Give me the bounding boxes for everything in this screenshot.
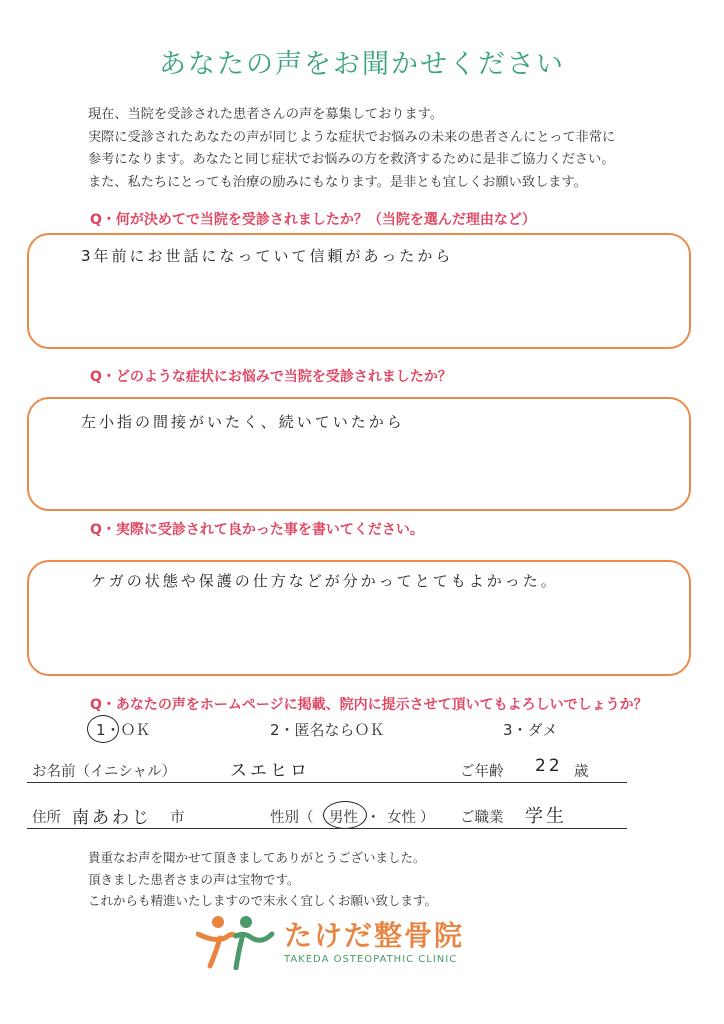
address-underline xyxy=(27,828,627,829)
outro-text xyxy=(88,847,437,912)
answer-box-2[interactable] xyxy=(27,397,691,511)
intro-line: また、私たちにとっても治療の励みにもなります。是非とも宜しくお願い致します。 xyxy=(88,174,587,190)
name-value[interactable]: スエヒロ xyxy=(230,761,310,781)
consent-option-ok[interactable]: 1・ＯＫ xyxy=(96,721,151,739)
outro-line: 貴重なお声を聞かせて頂きましてありがとうございました。 xyxy=(88,850,426,865)
intro-line: 現在、当院を受診された患者さんの声を募集しております。 xyxy=(88,107,444,122)
answer-box-3[interactable] xyxy=(27,560,691,676)
question-3: Q・実際に受診されて良かった事を書いてください。 xyxy=(90,522,424,538)
address-value[interactable]: 南あわじ xyxy=(72,808,152,828)
intro-line: 参考になります。あなたと同じ症状でお悩みの方を救済するために是非ご協力ください。 xyxy=(88,152,615,167)
gender-close: ） xyxy=(420,810,435,826)
clinic-subtitle: TAKEDA OSTEOPATHIC CLINIC xyxy=(284,954,458,965)
answer-text-2: 左小指の間接がいたく、続いていたから xyxy=(81,413,405,431)
age-label: ご年齢 xyxy=(460,764,504,780)
job-label: ご職業 xyxy=(460,810,504,826)
gender-separator: ・ xyxy=(366,810,381,826)
clinic-logo-icon xyxy=(196,912,276,970)
intro-line: 実際に受診されたあなたの声が同じような症状でお悩みの未来の患者さんにとって非常に xyxy=(88,129,616,145)
outro-line: 頂きました患者さまの声は宝物です。 xyxy=(88,871,300,887)
consent-option-anonymous[interactable]: 2・匿名ならＯＫ xyxy=(270,721,385,739)
clinic-name: たけだ整骨院 xyxy=(284,919,465,952)
gender-label: 性別（ xyxy=(270,810,314,826)
age-value[interactable]: 22 xyxy=(535,756,563,776)
answer-box-1[interactable] xyxy=(27,233,691,349)
gender-male[interactable]: 男性 xyxy=(329,810,358,826)
address-label: 住所 xyxy=(32,810,61,826)
page-title: あなたの声をお聞かせください xyxy=(159,49,565,80)
city-unit: 市 xyxy=(170,810,185,826)
age-unit: 歳 xyxy=(574,764,589,780)
gender-female[interactable]: 女性 xyxy=(387,810,416,826)
name-label: お名前（イニシャル） xyxy=(32,764,177,780)
consent-option-no[interactable]: 3・ダメ xyxy=(503,721,558,739)
answer-text-1: 3年前にお世話になっていて信頼があったから xyxy=(81,247,454,265)
outro-line: これからも精進いたしますので末永く宜しくお願い致します。 xyxy=(88,893,438,908)
name-underline xyxy=(27,782,627,783)
question-2: Q・どのような症状にお悩みで当院を受診されましたか？ xyxy=(90,369,452,385)
job-value[interactable]: 学生 xyxy=(525,806,567,827)
consent-question: Q・あなたの声をホームページに掲載、院内に提示させて頂いてもよろしいでしょうか？ xyxy=(90,697,648,713)
question-1: Q・何が決めてで当院を受診されましたか？（当院を選んだ理由など） xyxy=(90,212,536,228)
intro-text xyxy=(88,104,708,194)
answer-text-3: ケガの状態や保護の仕方などが分かってとてもよかった。 xyxy=(91,572,559,590)
